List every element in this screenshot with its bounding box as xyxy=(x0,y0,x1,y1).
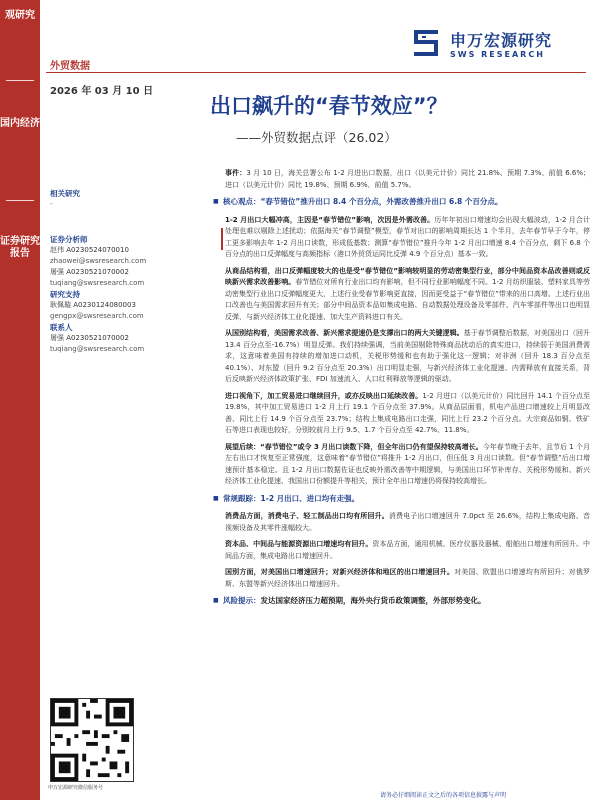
rail-label-domestic-economy: 国内经济 xyxy=(0,118,40,129)
paragraph-consumer-goods xyxy=(225,511,590,534)
qr-caption: 申万宏源研究微信服务号 xyxy=(48,785,104,791)
paragraph-lead: 展望后续：“春节错位”或令 3 月出口读数下降，但全年出口仍有望保持较高增长。 xyxy=(225,442,483,451)
paragraph-lead: 从国别结构看，美国需求改善、新兴需求提速仍是支撑出口的两大关键逻辑。 xyxy=(225,329,464,337)
accent-bar xyxy=(221,228,223,250)
analyst-email[interactable]: tuqiang@swsresearch.com xyxy=(50,279,145,287)
rail-divider xyxy=(6,200,34,201)
contact-entry: 屠强 A0230521070002 xyxy=(50,334,129,342)
risk-heading xyxy=(213,595,590,607)
paragraph-text: 基于春节调整后数据，对美国出口（回升 13.4 百分点至-16.7%）明显反弹。我们持续强调，当前美国剔除特殊商品扰动后的真实进口，持续弱于美国消费需求，这意味着美国有持续的增加进口动机，关税形势缓和也有助于强化这一逻辑；对非洲（回升 18.3 百分点至 40.1%）、对东盟（回升 9.2 百分点至 20.3%）出口明显走强，与新兴经济体工业化提速、内需释放有直接关系，背后反映新兴经济体政策扩张、FDI 加速流入、人口红利释放等逻辑的驱动。 xyxy=(225,329,591,383)
rail-divider xyxy=(6,80,34,81)
paragraph-outlook xyxy=(225,442,590,488)
report-subtitle: ——外贸数据点评（26.02） xyxy=(236,130,397,145)
paragraph-lead: 消费品方面，消费电子、轻工制品出口均有所回升。 xyxy=(225,512,389,520)
paragraph-text: 历年年初出口增速均会出现大幅波动，1-2 月合计处理也难以剔除上述扰动；依据海关“春节调整”模型，春节对出口的影响周期长达 1 个半月，去年春节早于今年，停工更多影响去年 1-2 月出口读数，形成低基数；测算“春节错位”推升今年 1-2 月出口增速 8.4 个百分点，剩下 6.8 个百分点的出口反弹幅度与高频指标（港口外贸货运同比反弹 4.9 个百分点）基本一致。 xyxy=(225,215,590,258)
paragraph-text: 今年春节晚于去年，且节后 1 个月左右出口才恢复至正常强度，这意味着“春节错位”将推升 1-2 月出口，但压低 3 月出口读数。但“春节调整”后出口增速预计基本稳定。且 1-2 月出口数据佐证也反映外需改善等中期逻辑，与美国出口环节补库存、关税形势缓和、新兴经济体工业化提速、我国出口份额提升等相关，预计全年出口增速仍将保持较高增长。 xyxy=(225,442,590,485)
risk-text: 发达国家经济压力超预期，海外央行货币政策调整，外部形势变化。 xyxy=(260,596,486,605)
analyst-entry: 赵伟 A0230524070010 xyxy=(50,246,129,254)
contact-heading: 联系人 xyxy=(50,323,73,332)
core-view-heading: ■ 核心观点：“春节错位”推升出口 8.4 个百分点，外需改善推升出口 6.8 个百分点。 xyxy=(213,196,590,208)
support-entry: 耿佩璇 A0230124080003 xyxy=(50,301,136,309)
disclaimer-footer: 请务必仔细阅读正文之后的各项信息披露与声明 xyxy=(380,792,507,799)
logo-text-cn: 申万宏源研究 xyxy=(450,31,553,50)
paragraph-commodity-structure xyxy=(225,266,590,324)
paragraph-text: 对美国、欧盟出口增速均有所回升；对俄罗斯、东盟等新兴经济体出口增速回升。 xyxy=(225,568,591,588)
paragraph-capital-goods xyxy=(225,539,590,562)
paragraph-lead: 1-2 月出口大幅冲高，主因是“春节错位”影响，次因是外需改善。 xyxy=(225,215,435,224)
paragraph-lead: 资本品、中间品与能源资源出口增速均有回升。 xyxy=(225,540,373,548)
report-title: 出口飙升的“春节效应”？ xyxy=(210,94,448,118)
paragraph-imports xyxy=(225,391,590,437)
paragraph-lead: 进口视角下，加工贸易进口继续回升，或亦反映出口延续改善。 xyxy=(225,391,423,400)
risk-label: 风险提示： xyxy=(223,596,261,605)
report-category: 外贸数据 xyxy=(50,61,90,72)
paragraph-lead: 从商品结构看，出口反弹幅度较大的也是受“春节错位”影响较明显的劳动密集型行业，部分中间品资本品改善则或反映新兴需求改善影响。 xyxy=(225,266,590,286)
related-research-heading: 相关研究 xyxy=(50,189,80,198)
routine-tracking-heading: ■ 常规跟踪：1-2 月出口、进口均有走强。 xyxy=(213,493,590,505)
paragraph-text: 春节错位对所有行业出口均有影响，但不同行业影响幅度不同。1-2 月纺织服装、塑料家具等劳动密集型行业出口反弹幅度更大，上述行业受春节影响更直接，因而更受益于“春节错位”带来的出口高增。上述行业出口改善也与美国需求回升有关；部分中间品资本品如集成电路、自动数据处理设备及零部件、汽车零部件等出口也明显反弹，与新兴经济体工业化提速、加大生产资料进口有关。 xyxy=(225,278,590,321)
paragraph-text: 资本品方面，通用机械、医疗仪器及器械、船舶出口增速有所回升。中间品方面，集成电路出口增速回升。 xyxy=(225,540,591,560)
related-research-empty: - xyxy=(50,200,53,208)
header-divider xyxy=(46,72,586,73)
left-category-rail xyxy=(0,0,40,800)
report-date: 2026 年 03 月 10 日 xyxy=(50,86,154,97)
paragraph-lead: 国别方面，对美国出口增速回升；对新兴经济体和地区的出口增速回升。 xyxy=(225,568,455,576)
research-support-heading: 研究支持 xyxy=(50,290,80,299)
sidebar xyxy=(50,188,210,355)
logo-text-en: SWS RESEARCH xyxy=(450,50,545,59)
rail-label-research: 观研究 xyxy=(5,10,35,21)
event-label: 事件： xyxy=(225,169,247,177)
event-text: 3 月 10 日，海关总署公布 1-2 月进出口数据，出口（以美元计价）同比 21.8%、预期 7.3%、前值 6.6%；进口（以美元计价）同比 19.8%、预期 6.9%、前值 5.7%。 xyxy=(225,169,591,189)
support-email[interactable]: gengpx@swsresearch.com xyxy=(50,312,144,320)
analyst-email[interactable]: zhaowei@swsresearch.com xyxy=(50,257,147,265)
wechat-qr-code[interactable] xyxy=(50,698,134,782)
main-content xyxy=(225,168,590,614)
paragraph-text: 1-2 月进口（以美元计价）同比回升 14.1 个百分点至 19.8%，其中加工贸易进口 1-2 月上行 19.1 个百分点至 37.9%。从商品层面看，机电产品进口增速较上月明显改善、同比上行 14.9 个百分点至 23.7%；结构上集成电路出口走强，同比上行 23.2 个百分点。大宗商品如铜、铁矿石等进口表现也较好，分别较前月上行 9.5、1.7 个百分点至 42.7%、11.8%。 xyxy=(225,391,590,434)
analyst-heading: 证券分析师 xyxy=(50,235,88,244)
paragraph-country-structure xyxy=(225,328,590,386)
rail-label-securities-report: 证券研究报告 xyxy=(0,236,40,259)
paragraph-country xyxy=(225,567,590,590)
logo-mark-icon xyxy=(410,28,442,58)
analyst-entry: 屠强 A0230521070002 xyxy=(50,268,129,276)
paragraph-export-surge xyxy=(225,215,590,261)
company-logo xyxy=(410,26,590,66)
paragraph-text: 消费电子出口增速回升 7.0pct 至 26.6%，结构上集成电路、音视频设备及其零件涨幅较大。 xyxy=(225,512,590,532)
event-paragraph xyxy=(225,168,590,191)
contact-email[interactable]: tuqiang@swsresearch.com xyxy=(50,345,145,353)
